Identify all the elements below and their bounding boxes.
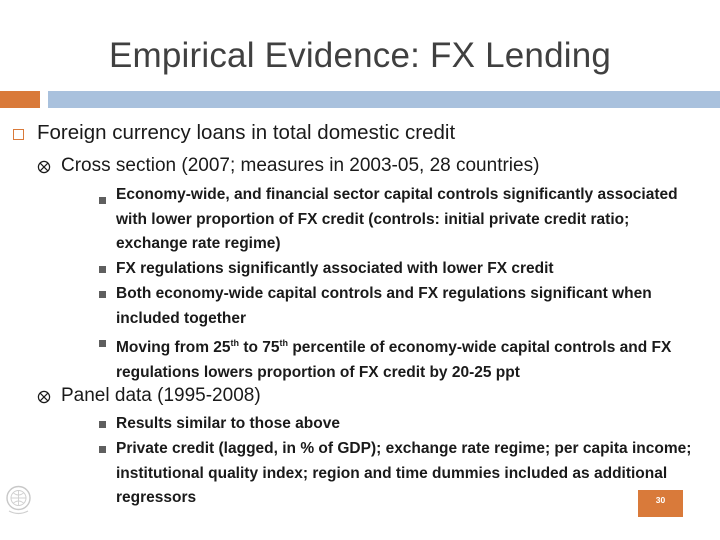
imf-seal-logo [5,483,32,517]
superscript: th [230,338,240,348]
filled-square-icon [99,266,106,273]
title-accent-bar-blue [48,91,720,108]
section-label-cross-section: Cross section (2007; measures in 2003-05, 28 countries) [61,155,540,176]
circled-cross-icon [37,390,51,404]
bullet-text: Moving from 25 [116,339,231,357]
filled-square-icon [99,446,106,453]
circled-cross-icon [37,160,51,174]
superscript: th [279,338,289,348]
filled-square-icon [99,291,106,298]
slide-title: Empirical Evidence: FX Lending [108,36,612,75]
bullet-item: Economy-wide, and financial sector capital controls significantly associated with lower proportion of FX credit (controls: initial private credit ratio; exchange rate regime) [116,186,678,252]
page-number-badge: 30 [638,490,683,517]
filled-square-icon [99,421,106,428]
bullet-item: Results similar to those above [116,415,340,432]
bullet-item: Both economy-wide capital controls and FX regulations significant when included together [116,285,652,327]
filled-square-icon [99,340,106,347]
main-heading: Foreign currency loans in total domestic credit [37,121,456,144]
bullet-item: FX regulations significantly associated with lower FX credit [116,260,554,277]
bullet-text: percentile of economy-wide capital controls and FX regulations lowers proportion of FX credit by 20-25 ppt [116,339,672,381]
bullet-item: Private credit (lagged, in % of GDP); exchange rate regime; per capita income; institutional quality index; region and time dummies included as additional regressors [116,440,692,506]
title-accent-bar-orange [0,91,40,108]
hollow-square-icon [13,129,24,140]
filled-square-icon [99,197,106,204]
bullet-item [116,331,696,385]
bullet-text: to 75 [239,339,280,357]
section-label-panel-data: Panel data (1995-2008) [61,385,261,406]
